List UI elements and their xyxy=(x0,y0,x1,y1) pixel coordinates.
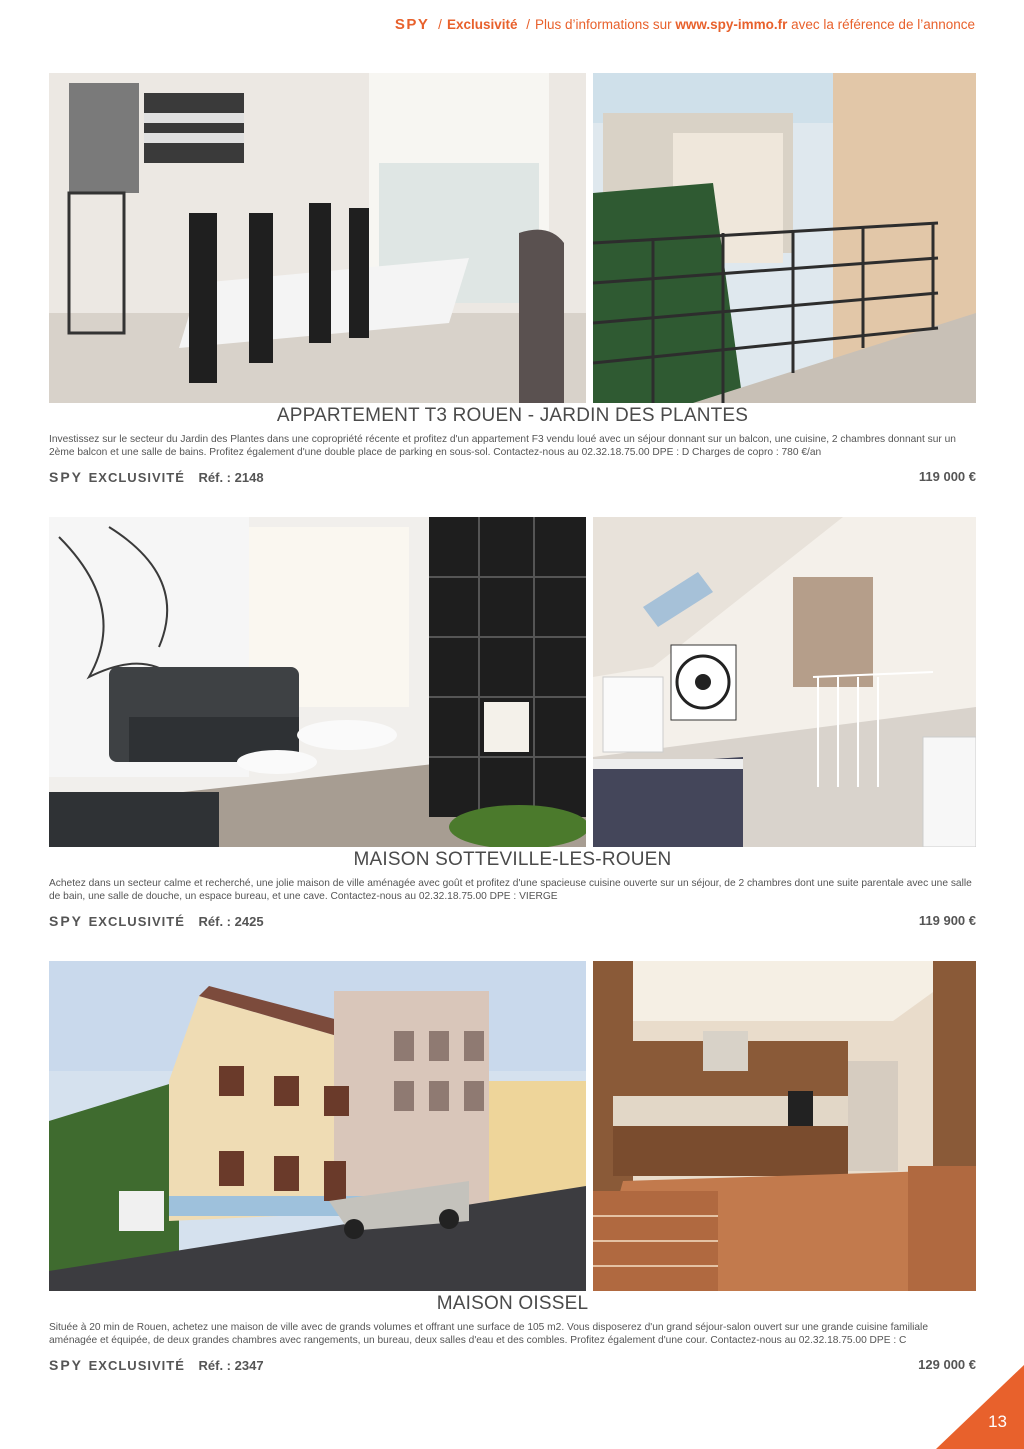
exclusivity-badge: EXCLUSIVITÉ xyxy=(88,1358,185,1373)
house-exterior-photo[interactable] xyxy=(49,961,586,1291)
reference-number: Réf. : 2148 xyxy=(198,470,264,485)
listing-price: 119 900 € xyxy=(918,913,976,928)
listing-card xyxy=(49,961,976,1377)
exclusivity-badge: EXCLUSIVITÉ xyxy=(88,470,185,485)
listing-title: MAISON SOTTEVILLE-LES-ROUEN xyxy=(353,849,672,870)
listing-description: Investissez sur le secteur du Jardin des Plantes dans une copropriété récente et profitez d'un appartement F3 vendu loué avec un séjour donnant sur un balcon, une cuisine, 2 chambres donnant sur un 2ème balcon et une salle de bains. Profitez également d'une double place de parking en sous-sol. Contactez-nous au 02.32.18.75.00 DPE : D Charges de copro : 780 €/an xyxy=(49,434,956,458)
listing-price: 119 000 € xyxy=(918,469,976,484)
info-suffix: avec la référence de l’annonce xyxy=(791,17,975,32)
exclusivity-badge: EXCLUSIVITÉ xyxy=(88,914,185,929)
reference-number: Réf. : 2347 xyxy=(198,1358,264,1373)
listing-description: Achetez dans un secteur calme et recherché, une jolie maison de ville aménagée avec goût et profitez d'une spacieuse cuisine ouverte sur un séjour, de 2 chambres dont une suite parentale avec une salle de bain, une salle de douche, un espace bureau, et une cave. Contactez-nous au 02.32.18.75.00 DPE : VIERGE xyxy=(49,878,972,902)
info-text: Plus d’informations sur xyxy=(535,17,672,32)
listing-photos xyxy=(49,73,976,403)
listing-meta xyxy=(49,469,976,489)
listing-photos xyxy=(49,961,976,1291)
listing-card xyxy=(49,517,976,933)
listing-title: APPARTEMENT T3 ROUEN - JARDIN DES PLANTES xyxy=(276,405,749,426)
bedroom-photo[interactable] xyxy=(593,517,976,847)
reference-number: Réf. : 2425 xyxy=(198,914,264,929)
spy-logo: SPY xyxy=(394,16,430,33)
sitting-room-photo[interactable] xyxy=(49,517,586,847)
listing-card xyxy=(49,73,976,489)
page-corner-triangle xyxy=(936,1365,1024,1449)
listing-meta xyxy=(49,1357,976,1377)
listing-meta xyxy=(49,913,976,933)
exclusivity-label: Exclusivité xyxy=(446,17,518,32)
separator: / xyxy=(526,17,531,32)
spy-brand: SPY xyxy=(49,469,84,485)
page-number: 13 xyxy=(988,1412,1007,1431)
living-room-photo[interactable] xyxy=(49,73,586,403)
kitchen-photo[interactable] xyxy=(593,961,976,1291)
page-header xyxy=(395,16,975,33)
listing-price: 129 000 € xyxy=(918,1357,976,1372)
separator: / xyxy=(438,17,442,32)
balcony-photo[interactable] xyxy=(593,73,976,403)
spy-brand: SPY xyxy=(49,913,84,929)
website-link[interactable]: www.spy-immo.fr xyxy=(675,17,788,32)
listing-title: MAISON OISSEL xyxy=(436,1293,589,1314)
listing-photos xyxy=(49,517,976,847)
listing-description: Située à 20 min de Rouen, achetez une maison de ville avec de grands volumes et offrant une surface de 105 m2. Vous disposerez d'un grand séjour-salon ouvert sur une grande cuisine familiale aménagée et équipée, de deux grandes chambres avec rangements, un bureau, deux salles d'eau et des combles. Profitez également d'une cour. Contactez-nous au 02.32.18.75.00 DPE : C xyxy=(49,1322,928,1346)
spy-brand: SPY xyxy=(49,1357,84,1373)
